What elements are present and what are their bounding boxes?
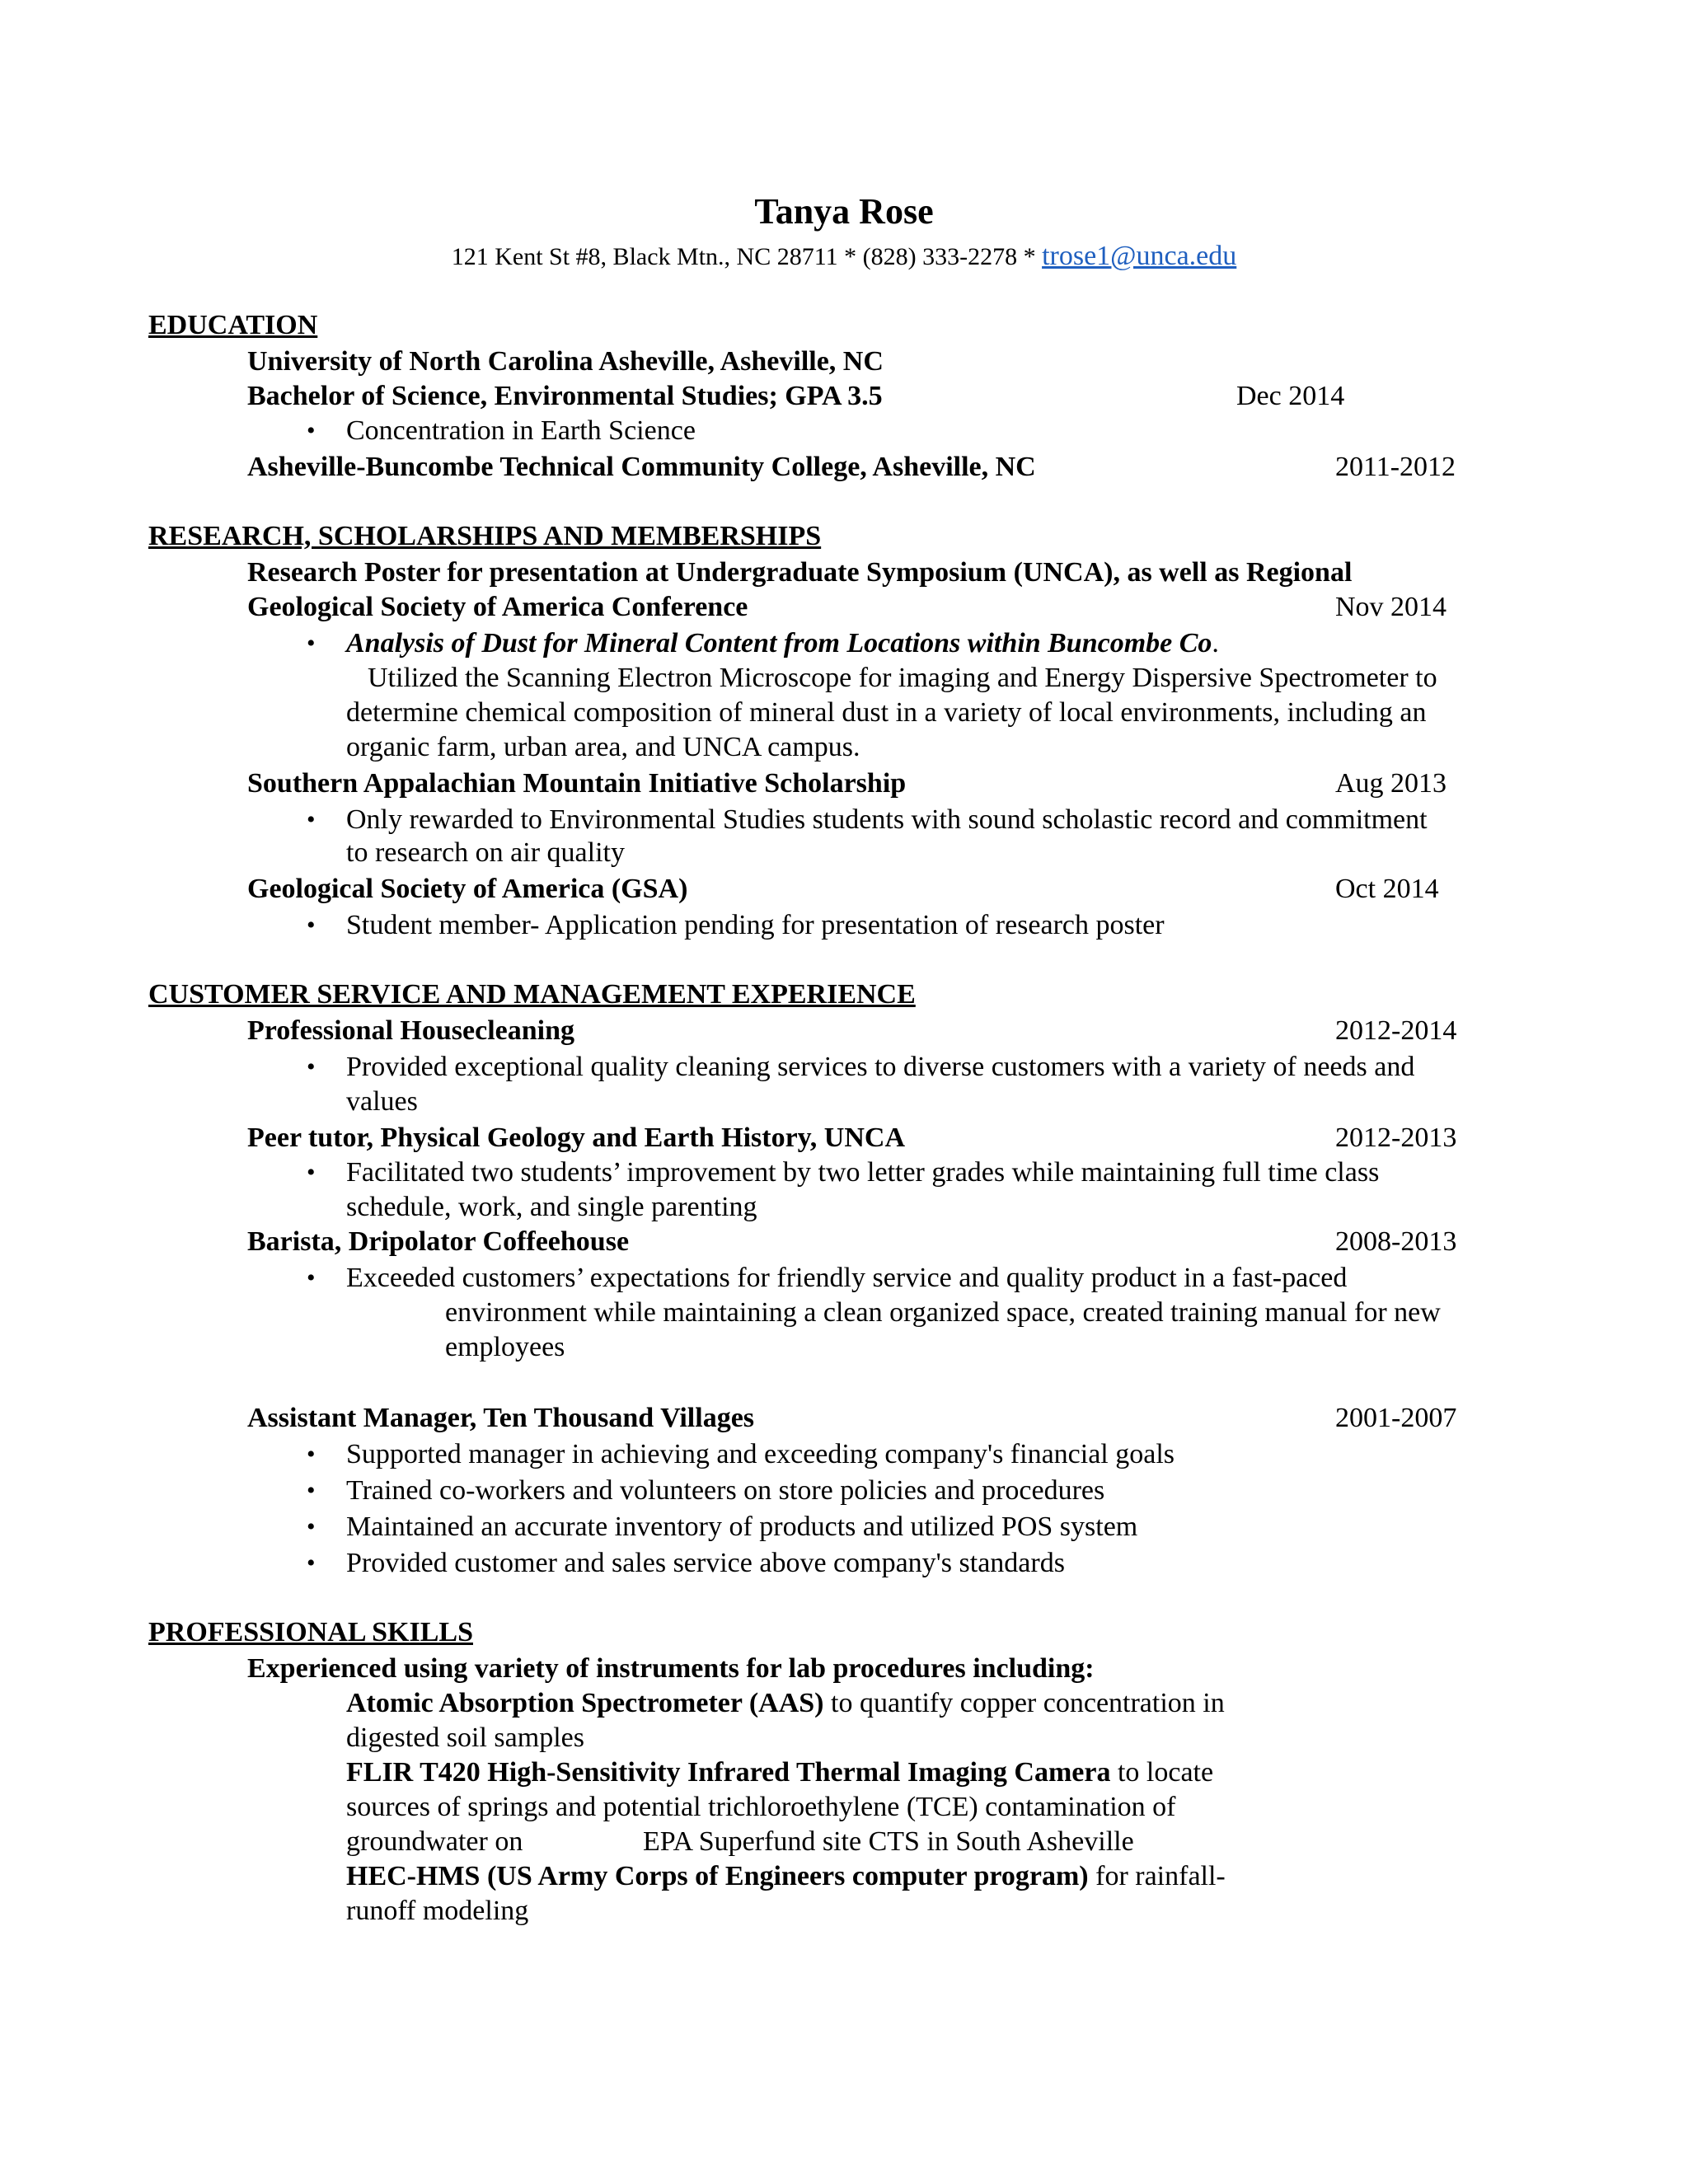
barista-desc-line1: Exceeded customers’ expectations for friendly service and quality product in a fast-paced xyxy=(346,1263,1348,1293)
skill-flir: FLIR T420 High-Sensitivity Infrared Thermal Imaging Camera to locate xyxy=(346,1757,1214,1788)
skill-aas: Atomic Absorption Spectrometer (AAS) to quantify copper concentration in xyxy=(346,1688,1225,1718)
barista-date: 2008-2013 xyxy=(1335,1226,1457,1257)
poster-desc-line3: organic farm, urban area, and UNCA campus. xyxy=(346,732,860,762)
housecleaning-desc-line1: Provided exceptional quality cleaning services to diverse customers with a variety of needs and xyxy=(346,1052,1415,1082)
housecleaning-job: Professional Housecleaning xyxy=(247,1015,574,1046)
sami-scholarship: Southern Appalachian Mountain Initiative Scholarship xyxy=(247,768,907,799)
gsa-date: Oct 2014 xyxy=(1335,874,1439,904)
gsa-membership: Geological Society of America (GSA) xyxy=(247,874,688,904)
sami-desc-line1: Only rewarded to Environmental Studies students with sound scholastic record and commitment xyxy=(346,804,1428,835)
skill-hec-line2: runoff modeling xyxy=(346,1896,529,1926)
poster-date: Nov 2014 xyxy=(1335,592,1447,622)
assistant-manager-date: 2001-2007 xyxy=(1335,1403,1457,1433)
housecleaning-desc-line2: values xyxy=(346,1086,418,1117)
bullet-icon: • xyxy=(307,417,316,444)
peer-tutor-job: Peer tutor, Physical Geology and Earth History, UNCA xyxy=(247,1122,906,1153)
contact-line xyxy=(0,239,1688,274)
research-heading: RESEARCH, SCHOLARSHIPS AND MEMBERSHIPS xyxy=(148,521,822,551)
assistant-manager-job: Assistant Manager, Ten Thousand Villages xyxy=(247,1403,755,1433)
sami-desc-line2: to research on air quality xyxy=(346,837,625,868)
unca-school: University of North Carolina Asheville, Asheville, NC xyxy=(247,346,884,377)
barista-desc-line3: employees xyxy=(445,1332,565,1362)
bullet-icon: • xyxy=(307,912,316,939)
abtech-school: Asheville-Buncombe Technical Community College, Asheville, NC xyxy=(247,452,1036,482)
skill-aas-line2: digested soil samples xyxy=(346,1722,584,1753)
skills-intro: Experienced using variety of instruments for lab procedures including: xyxy=(247,1653,1095,1684)
poster-study-title: Analysis of Dust for Mineral Content from Locations within Buncombe Co. xyxy=(346,628,1219,658)
peer-tutor-desc-line1: Facilitated two students’ improvement by two letter grades while maintaining full time class xyxy=(346,1157,1380,1188)
bullet-icon: • xyxy=(307,1159,316,1186)
list-item: Trained co-workers and volunteers on store policies and procedures xyxy=(346,1475,1105,1506)
bullet-icon: • xyxy=(307,1549,316,1577)
abtech-date: 2011-2012 xyxy=(1335,452,1456,482)
barista-job: Barista, Dripolator Coffeehouse xyxy=(247,1226,630,1257)
skill-flir-line3a: groundwater on xyxy=(346,1826,523,1857)
customer-heading: CUSTOMER SERVICE AND MANAGEMENT EXPERIENCE xyxy=(148,979,916,1010)
skill-flir-line3b: EPA Superfund site CTS in South Asheville xyxy=(643,1826,1134,1857)
education-heading: EDUCATION xyxy=(148,310,318,340)
bullet-icon: • xyxy=(307,1053,316,1080)
skills-heading: PROFESSIONAL SKILLS xyxy=(148,1617,473,1647)
bullet-icon: • xyxy=(307,1264,316,1291)
bullet-icon: • xyxy=(307,1441,316,1468)
unca-degree: Bachelor of Science, Environmental Studies; GPA 3.5 xyxy=(247,381,883,411)
gsa-desc: Student member- Application pending for presentation of research poster xyxy=(346,910,1165,940)
skill-flir-line2: sources of springs and potential trichloroethylene (TCE) contamination of xyxy=(346,1792,1176,1822)
bullet-icon: • xyxy=(307,630,316,657)
barista-desc-line2: environment while maintaining a clean organized space, created training manual for new xyxy=(445,1297,1441,1328)
unca-concentration: Concentration in Earth Science xyxy=(346,415,696,446)
bullet-icon: • xyxy=(307,806,316,833)
list-item: Provided customer and sales service above company's standards xyxy=(346,1548,1065,1578)
peer-tutor-date: 2012-2013 xyxy=(1335,1122,1457,1153)
list-item: Supported manager in achieving and exceeding company's financial goals xyxy=(346,1439,1175,1469)
peer-tutor-desc-line2: schedule, work, and single parenting xyxy=(346,1192,757,1222)
bullet-icon: • xyxy=(307,1513,316,1540)
contact-info: 121 Kent St #8, Black Mtn., NC 28711 * (828) 333-2278 * xyxy=(451,243,1043,270)
poster-title-line2: Geological Society of America Conference xyxy=(247,592,748,622)
email-link[interactable]: trose1@unca.edu xyxy=(1042,241,1237,271)
unca-date: Dec 2014 xyxy=(1236,381,1345,411)
poster-desc-line2: determine chemical composition of mineral dust in a variety of local environments, including an xyxy=(346,697,1427,728)
poster-title-line1: Research Poster for presentation at Undergraduate Symposium (UNCA), as well as Regional xyxy=(247,557,1353,588)
housecleaning-date: 2012-2014 xyxy=(1335,1015,1457,1046)
resume-name: Tanya Rose xyxy=(754,191,934,232)
sami-date: Aug 2013 xyxy=(1335,768,1447,799)
bullet-icon: • xyxy=(307,1477,316,1504)
skill-hec: HEC-HMS (US Army Corps of Engineers computer program) for rainfall- xyxy=(346,1861,1226,1891)
poster-desc-line1: Utilized the Scanning Electron Microscope for imaging and Energy Dispersive Spectrometer to xyxy=(368,663,1437,693)
list-item: Maintained an accurate inventory of products and utilized POS system xyxy=(346,1511,1138,1542)
